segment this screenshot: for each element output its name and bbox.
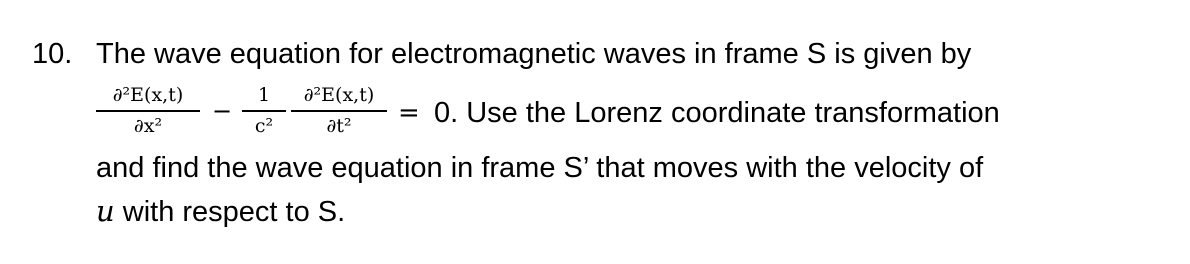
fraction-d2E-dx2 [96, 84, 200, 137]
fraction-bar [242, 110, 286, 112]
fraction-bar [291, 110, 387, 112]
problem-text-line-4-rest: with respect to S. [114, 196, 346, 228]
wave-equation [96, 84, 1156, 154]
fraction-denominator: ∂x² [133, 114, 163, 137]
equation-rhs-text: 0. Use the Lorenz coordinate transformation [434, 97, 1000, 129]
fraction-d2E-dt2 [291, 84, 387, 137]
fraction-1-over-c2 [242, 84, 286, 137]
fraction-numerator: ∂²E(x,t) [112, 84, 184, 106]
fraction-bar [96, 110, 200, 112]
problem-text-line-4 [96, 193, 345, 230]
problem-text-line-3: and find the wave equation in frame S’ that moves with the velocity of [96, 152, 984, 184]
fraction-numerator: 1 [257, 84, 271, 106]
problem-number: 10. [32, 38, 73, 70]
velocity-variable: u [96, 194, 115, 228]
fraction-denominator: ∂t² [326, 114, 352, 137]
fraction-numerator: ∂²E(x,t) [303, 84, 375, 106]
minus-operator: − [212, 97, 233, 125]
problem-text-line-1: The wave equation for electromagnetic waves in frame S is given by [96, 38, 972, 70]
equals-sign: = [398, 98, 420, 128]
fraction-denominator: c² [254, 114, 274, 137]
